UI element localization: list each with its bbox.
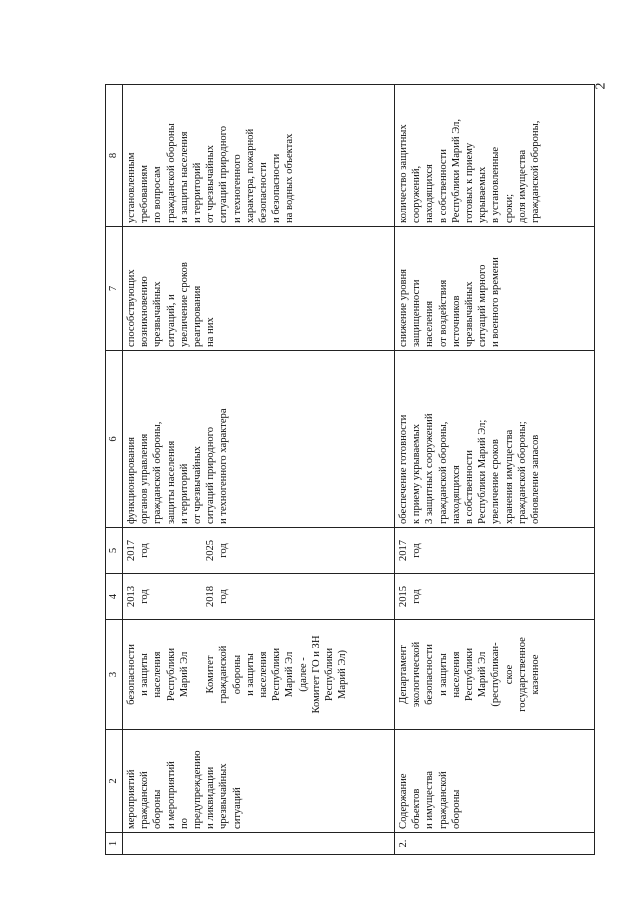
executor: Департамент экологической безопасности и защиты населения Республики Марий Эл (республикан- ское государственное казенное	[395, 620, 595, 730]
col-header-2: 2	[106, 730, 123, 833]
col-header-6: 6	[106, 351, 123, 528]
expected-result: функционирования органов управления гражданской обороны, защиты населения и территорий от чрезвычайных ситуаций природного и техногенного характера	[123, 351, 395, 528]
header-row	[106, 85, 123, 855]
end-year: 2017 год	[395, 528, 595, 574]
col-header-1: 1	[106, 833, 123, 855]
col-header-3: 3	[106, 620, 123, 730]
executor: безопасности и защиты населения Республики Марий Эл Комитет гражданской обороны и защиты населения Республики Марий Эл (далее - Комитет ГО и ЗН Республики Марий Эл)	[123, 620, 395, 730]
consequences: способствующих возникновению чрезвычайных ситуаций, и увеличение сроков реагирования на них	[123, 227, 395, 351]
end-year: 2017 год 2025 год	[123, 528, 395, 574]
indicator-link: количество защитных сооружений, находящихся в собственности Республики Марий Эл, готовых к приему укрываемых в установленные сроки; доля имущества гражданской обороны,	[395, 85, 595, 227]
row-number: 2.	[395, 833, 595, 855]
row-number	[123, 833, 395, 855]
col-header-8: 8	[106, 85, 123, 227]
measure-name: Содержание объектов и имущества гражданской обороны	[395, 730, 595, 833]
table-row	[123, 85, 395, 855]
col-header-5: 5	[106, 528, 123, 574]
page-number: 2	[593, 82, 609, 90]
col-header-7: 7	[106, 227, 123, 351]
measure-name: мероприятий гражданской обороны и мероприятий по предупреждению и ликвидации чрезвычайных ситуаций	[123, 730, 395, 833]
table-row	[395, 85, 595, 855]
rotated-table-container	[105, 82, 615, 855]
start-year: 2013 год 2018 год	[123, 574, 395, 620]
col-header-4: 4	[106, 574, 123, 620]
indicator-link: установленным требованиям по вопросам гражданской обороны и защиты населения и территорий от чрезвычайных ситуаций природного и техногенного характера, пожарной безопасности и безопасности на водных объектах	[123, 85, 395, 227]
consequences: снижение уровня защищенности населения от воздействия источников чрезвычайных ситуаций мирного и военного времени	[395, 227, 595, 351]
expected-result: обеспечение готовности к приему укрываемых 3 защитных сооружений гражданской обороны, находящихся в собственности Республики Марий Эл; увеличение сроков хранения имущества гражданской обороны; обновление запасов	[395, 351, 595, 528]
program-table	[105, 84, 595, 855]
start-year: 2015 год	[395, 574, 595, 620]
